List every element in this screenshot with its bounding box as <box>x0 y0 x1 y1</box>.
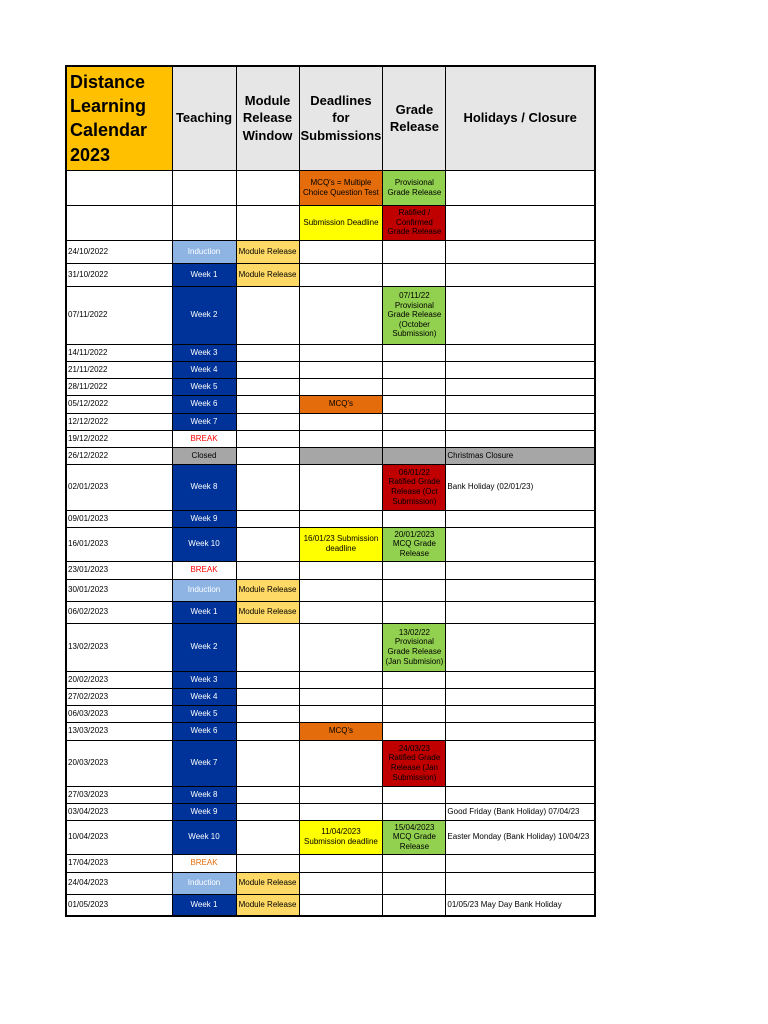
date-cell: 20/02/2023 <box>66 671 172 688</box>
holiday-cell <box>446 413 595 430</box>
teaching-cell: Week 4 <box>172 688 236 705</box>
module-cell: Module Release <box>236 263 299 286</box>
grade-cell <box>383 854 446 872</box>
holiday-cell <box>446 263 595 286</box>
grade-cell <box>383 344 446 361</box>
module-cell <box>236 671 299 688</box>
teaching-cell: Week 1 <box>172 894 236 916</box>
holiday-cell <box>446 344 595 361</box>
date-cell: 24/04/2023 <box>66 872 172 894</box>
calendar-table <box>65 65 596 917</box>
table-row <box>66 671 595 688</box>
module-cell: Module Release <box>236 579 299 601</box>
key-row <box>66 205 595 240</box>
date-cell: 28/11/2022 <box>66 378 172 395</box>
deadline-cell <box>299 464 383 510</box>
module-cell <box>236 286 299 344</box>
table-row <box>66 786 595 803</box>
grade-cell: 24/03/23 Ratified Grade Release (Jan Submission) <box>383 740 446 786</box>
holiday-cell <box>446 688 595 705</box>
module-cell <box>236 378 299 395</box>
module-cell <box>236 464 299 510</box>
module-cell <box>236 344 299 361</box>
table-row <box>66 378 595 395</box>
teaching-header: Teaching <box>172 66 236 170</box>
date-cell: 06/03/2023 <box>66 705 172 722</box>
deadline-cell <box>299 344 383 361</box>
deadline-cell <box>299 510 383 527</box>
table-row <box>66 361 595 378</box>
date-cell: 13/03/2023 <box>66 722 172 740</box>
holiday-cell <box>446 561 595 579</box>
table-row <box>66 854 595 872</box>
holiday-cell <box>446 854 595 872</box>
holiday-cell <box>446 740 595 786</box>
teaching-cell: Induction <box>172 240 236 263</box>
deadline-cell <box>299 286 383 344</box>
module-cell <box>236 430 299 447</box>
table-row <box>66 413 595 430</box>
deadline-cell <box>299 872 383 894</box>
date-cell: 12/12/2022 <box>66 413 172 430</box>
module-cell <box>236 413 299 430</box>
grade-cell <box>383 671 446 688</box>
deadline-cell <box>299 263 383 286</box>
grade-cell: 13/02/22 Provisional Grade Release (Jan Submision) <box>383 623 446 671</box>
module-cell <box>236 527 299 561</box>
key-mcq: MCQ's = Multiple Choice Question Test <box>299 170 383 205</box>
date-cell: 07/11/2022 <box>66 286 172 344</box>
deadline-cell <box>299 361 383 378</box>
holiday-cell <box>446 671 595 688</box>
grade-cell <box>383 579 446 601</box>
teaching-cell: BREAK <box>172 430 236 447</box>
grade-cell: 20/01/2023 MCQ Grade Release <box>383 527 446 561</box>
teaching-cell: Week 6 <box>172 722 236 740</box>
grade-cell <box>383 786 446 803</box>
module-cell <box>236 395 299 413</box>
module-cell <box>236 820 299 854</box>
deadline-cell <box>299 413 383 430</box>
teaching-cell: Week 5 <box>172 705 236 722</box>
teaching-cell: Week 9 <box>172 803 236 820</box>
holiday-cell <box>446 361 595 378</box>
date-cell: 27/03/2023 <box>66 786 172 803</box>
grade-cell <box>383 601 446 623</box>
deadline-cell <box>299 579 383 601</box>
date-cell: 16/01/2023 <box>66 527 172 561</box>
key-ratified: Ratified / Confirmed Grade Release <box>383 205 446 240</box>
table-row <box>66 510 595 527</box>
key-submission: Submission Deadline <box>299 205 383 240</box>
grade-cell <box>383 263 446 286</box>
module-cell <box>236 705 299 722</box>
module-cell: Module Release <box>236 601 299 623</box>
table-row <box>66 894 595 916</box>
table-row <box>66 803 595 820</box>
teaching-cell: Week 10 <box>172 527 236 561</box>
holiday-cell <box>446 240 595 263</box>
deadline-cell <box>299 894 383 916</box>
grade-release-header: Grade Release <box>383 66 446 170</box>
grade-cell <box>383 510 446 527</box>
grade-cell <box>383 361 446 378</box>
table-row <box>66 872 595 894</box>
teaching-cell: BREAK <box>172 561 236 579</box>
teaching-cell: BREAK <box>172 854 236 872</box>
deadline-cell <box>299 378 383 395</box>
table-row <box>66 688 595 705</box>
deadline-cell <box>299 786 383 803</box>
holiday-cell <box>446 872 595 894</box>
table-row <box>66 240 595 263</box>
holiday-cell <box>446 527 595 561</box>
holiday-cell <box>446 579 595 601</box>
key-row <box>66 170 595 205</box>
teaching-cell: Week 9 <box>172 510 236 527</box>
deadline-cell <box>299 854 383 872</box>
module-cell <box>236 803 299 820</box>
module-cell <box>236 561 299 579</box>
table-row <box>66 430 595 447</box>
date-cell: 05/12/2022 <box>66 395 172 413</box>
holiday-cell <box>446 786 595 803</box>
holiday-cell <box>446 601 595 623</box>
teaching-cell: Week 7 <box>172 740 236 786</box>
date-cell: 26/12/2022 <box>66 447 172 464</box>
module-cell: Module Release <box>236 872 299 894</box>
date-cell: 06/02/2023 <box>66 601 172 623</box>
holiday-cell <box>446 705 595 722</box>
date-cell: 31/10/2022 <box>66 263 172 286</box>
holiday-cell <box>446 623 595 671</box>
date-cell: 20/03/2023 <box>66 740 172 786</box>
teaching-cell: Week 2 <box>172 623 236 671</box>
grade-cell <box>383 722 446 740</box>
header-row <box>66 66 595 170</box>
module-release-header: Module Release Window <box>236 66 299 170</box>
grade-cell <box>383 413 446 430</box>
table-row <box>66 395 595 413</box>
teaching-cell: Week 5 <box>172 378 236 395</box>
date-cell: 01/05/2023 <box>66 894 172 916</box>
date-cell: 21/11/2022 <box>66 361 172 378</box>
holiday-cell <box>446 395 595 413</box>
deadline-cell <box>299 803 383 820</box>
holiday-cell: 01/05/23 May Day Bank Holiday <box>446 894 595 916</box>
holiday-cell <box>446 286 595 344</box>
holiday-cell: Easter Monday (Bank Holiday) 10/04/23 <box>446 820 595 854</box>
deadline-cell <box>299 671 383 688</box>
date-cell: 23/01/2023 <box>66 561 172 579</box>
deadline-cell: MCQ's <box>299 395 383 413</box>
deadlines-header: Deadlines for Submissions <box>299 66 383 170</box>
module-cell <box>236 786 299 803</box>
holiday-cell: Good Friday (Bank Holiday) 07/04/23 <box>446 803 595 820</box>
deadline-cell <box>299 623 383 671</box>
deadline-cell <box>299 447 383 464</box>
date-cell: 17/04/2023 <box>66 854 172 872</box>
teaching-cell: Closed <box>172 447 236 464</box>
holiday-cell: Bank Holiday (02/01/23) <box>446 464 595 510</box>
deadline-cell <box>299 430 383 447</box>
date-cell: 02/01/2023 <box>66 464 172 510</box>
deadline-cell <box>299 740 383 786</box>
grade-cell <box>383 561 446 579</box>
teaching-cell: Week 4 <box>172 361 236 378</box>
table-row <box>66 623 595 671</box>
module-cell <box>236 510 299 527</box>
table-row <box>66 286 595 344</box>
teaching-cell: Week 8 <box>172 786 236 803</box>
holidays-header: Holidays / Closure <box>446 66 595 170</box>
holiday-cell <box>446 430 595 447</box>
module-cell <box>236 688 299 705</box>
teaching-cell: Induction <box>172 872 236 894</box>
grade-cell <box>383 240 446 263</box>
teaching-cell: Week 8 <box>172 464 236 510</box>
table-row <box>66 561 595 579</box>
grade-cell: 06/01/22 Ratified Grade Release (Oct Submission) <box>383 464 446 510</box>
module-cell <box>236 722 299 740</box>
key-provisional: Provisional Grade Release <box>383 170 446 205</box>
teaching-cell: Week 1 <box>172 601 236 623</box>
table-row <box>66 447 595 464</box>
deadline-cell <box>299 601 383 623</box>
holiday-cell: Christmas Closure <box>446 447 595 464</box>
date-cell: 14/11/2022 <box>66 344 172 361</box>
date-cell: 10/04/2023 <box>66 820 172 854</box>
module-cell <box>236 623 299 671</box>
date-cell: 09/01/2023 <box>66 510 172 527</box>
deadline-cell <box>299 705 383 722</box>
grade-cell <box>383 688 446 705</box>
table-row <box>66 344 595 361</box>
holiday-cell <box>446 722 595 740</box>
module-cell: Module Release <box>236 240 299 263</box>
grade-cell: 15/04/2023 MCQ Grade Release <box>383 820 446 854</box>
grade-cell <box>383 395 446 413</box>
table-row <box>66 722 595 740</box>
deadline-cell: MCQ's <box>299 722 383 740</box>
grade-cell <box>383 447 446 464</box>
table-row <box>66 263 595 286</box>
module-cell: Module Release <box>236 894 299 916</box>
grade-cell <box>383 894 446 916</box>
table-row <box>66 464 595 510</box>
holiday-cell <box>446 378 595 395</box>
date-cell: 19/12/2022 <box>66 430 172 447</box>
deadline-cell <box>299 240 383 263</box>
grade-cell <box>383 378 446 395</box>
teaching-cell: Week 3 <box>172 671 236 688</box>
holiday-cell <box>446 510 595 527</box>
table-row <box>66 740 595 786</box>
calendar-title: Distance Learning Calendar 2023 <box>66 66 172 170</box>
table-row <box>66 579 595 601</box>
deadline-cell <box>299 561 383 579</box>
teaching-cell: Week 7 <box>172 413 236 430</box>
date-cell: 30/01/2023 <box>66 579 172 601</box>
deadline-cell: 16/01/23 Submission deadline <box>299 527 383 561</box>
deadline-cell: 11/04/2023 Submission deadline <box>299 820 383 854</box>
grade-cell <box>383 872 446 894</box>
date-cell: 24/10/2022 <box>66 240 172 263</box>
module-cell <box>236 447 299 464</box>
date-cell: 27/02/2023 <box>66 688 172 705</box>
grade-cell <box>383 430 446 447</box>
teaching-cell: Week 10 <box>172 820 236 854</box>
table-row <box>66 705 595 722</box>
table-row <box>66 601 595 623</box>
date-cell: 03/04/2023 <box>66 803 172 820</box>
table-row <box>66 820 595 854</box>
teaching-cell: Week 6 <box>172 395 236 413</box>
teaching-cell: Week 3 <box>172 344 236 361</box>
table-row <box>66 527 595 561</box>
teaching-cell: Induction <box>172 579 236 601</box>
grade-cell: 07/11/22 Provisional Grade Release (October Submission) <box>383 286 446 344</box>
teaching-cell: Week 1 <box>172 263 236 286</box>
module-cell <box>236 740 299 786</box>
grade-cell <box>383 803 446 820</box>
date-cell: 13/02/2023 <box>66 623 172 671</box>
module-cell <box>236 854 299 872</box>
grade-cell <box>383 705 446 722</box>
deadline-cell <box>299 688 383 705</box>
teaching-cell: Week 2 <box>172 286 236 344</box>
module-cell <box>236 361 299 378</box>
